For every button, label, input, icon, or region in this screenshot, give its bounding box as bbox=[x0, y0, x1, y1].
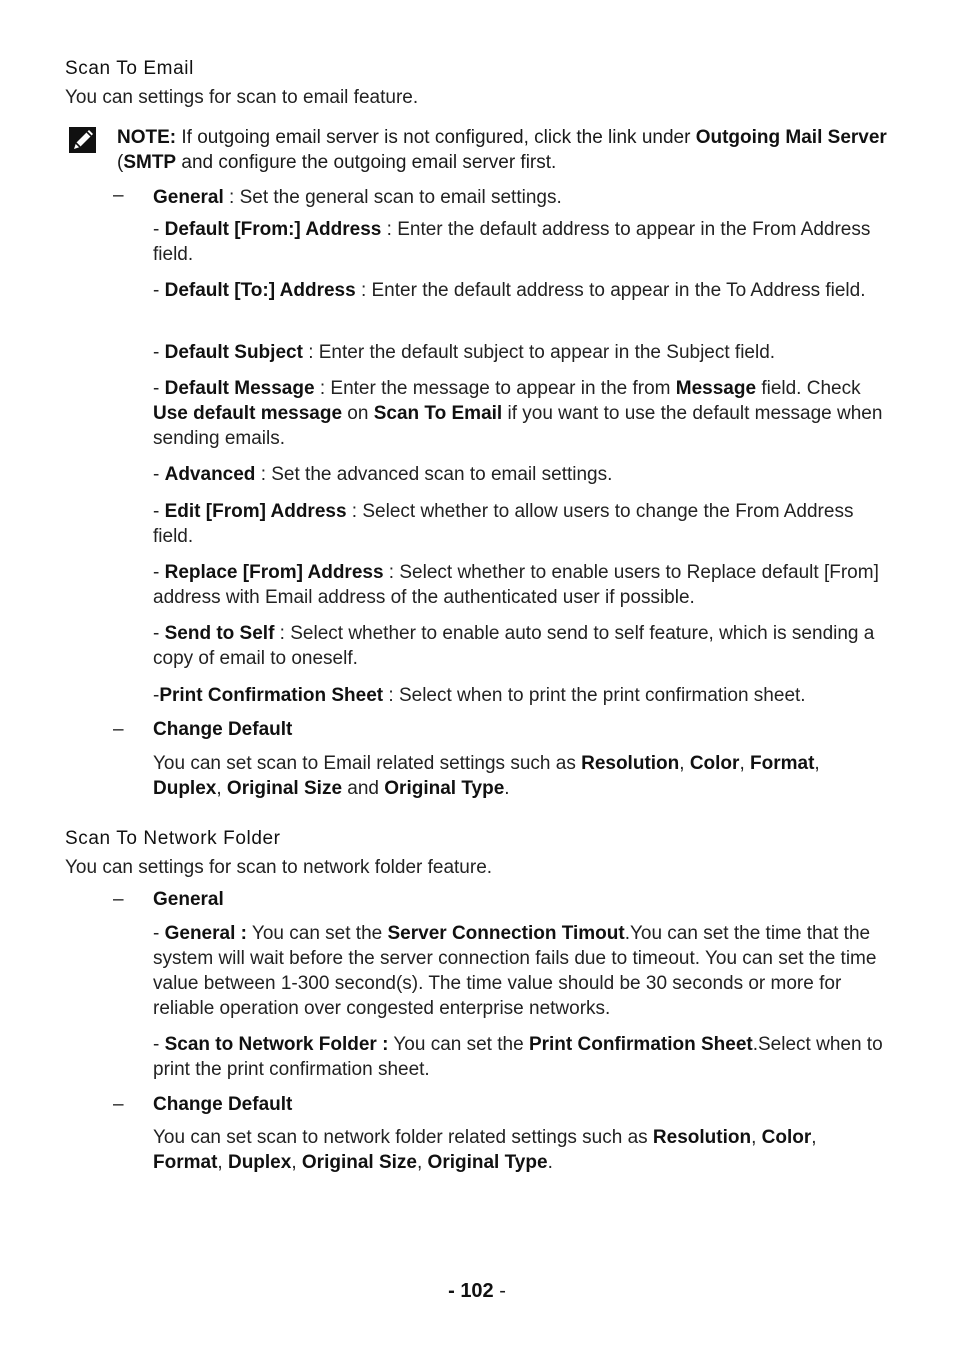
prefix: - bbox=[153, 623, 165, 644]
advanced-text: : Set the advanced scan to email settings. bbox=[255, 464, 613, 485]
text-part: You can set the bbox=[246, 923, 388, 944]
replace-from-address-text: : Select whether to enable users to Replace default [From] address with Email address of the authenticated user if possible. bbox=[153, 562, 879, 608]
color-term: Color bbox=[689, 753, 740, 774]
scan-to-network-folder-label: Scan to Network Folder : bbox=[164, 1034, 389, 1055]
separator: , bbox=[216, 778, 227, 799]
note-text-part: and configure the outgoing email server first. bbox=[176, 152, 557, 173]
text-part: : Enter the message to appear in the from bbox=[314, 378, 676, 399]
print-confirmation-sheet-label: Print Confirmation Sheet bbox=[159, 685, 384, 706]
prefix: - bbox=[153, 219, 165, 240]
separator: , bbox=[679, 753, 690, 774]
separator: , bbox=[416, 1152, 428, 1173]
list-dash: – bbox=[113, 1094, 124, 1115]
separator: . bbox=[504, 778, 510, 799]
prefix: - bbox=[153, 280, 165, 301]
default-message-label: Default Message bbox=[164, 378, 315, 399]
default-to-address-para bbox=[153, 278, 888, 303]
default-from-address-para bbox=[153, 217, 888, 267]
general-item bbox=[153, 185, 888, 210]
separator: , bbox=[739, 753, 750, 774]
use-default-message-term: Use default message bbox=[153, 403, 343, 424]
page-number-prefix: - bbox=[448, 1280, 461, 1302]
default-from-address-text: : Enter the default address to appear in the From Address field. bbox=[153, 219, 871, 265]
default-message-para bbox=[153, 376, 888, 451]
page-number-suffix: - bbox=[493, 1280, 506, 1302]
separator: , bbox=[814, 753, 820, 774]
section-intro-scan-to-network-folder: You can settings for scan to network folder feature. bbox=[65, 857, 493, 878]
text-part: field. Check bbox=[756, 378, 861, 399]
text-part: You can set scan to Email related settings such as bbox=[153, 753, 582, 774]
change-default-title: Change Default bbox=[153, 719, 293, 740]
prefix: - bbox=[153, 342, 165, 363]
prefix: - bbox=[153, 378, 165, 399]
print-confirmation-sheet-para bbox=[153, 683, 913, 708]
edit-from-address-label: Edit [From] Address bbox=[164, 501, 347, 522]
server-connection-timeout-term: Server Connection Timout bbox=[387, 923, 625, 944]
note-smtp: SMTP bbox=[123, 152, 177, 173]
page-number-value: 102 bbox=[460, 1280, 494, 1302]
page-number bbox=[0, 1280, 954, 1303]
list-dash: – bbox=[113, 889, 124, 910]
network-change-default-title: Change Default bbox=[153, 1094, 293, 1115]
network-change-default-para bbox=[153, 1125, 888, 1175]
send-to-self-para bbox=[153, 621, 888, 671]
text-part: .You can set the time that the system will wait before the server connection fails due to timeout. You can set the time value between 1-300 second(s). The time value should be 30 seconds or more for reliable operation over congested enterprise networks. bbox=[153, 923, 877, 1019]
text-part: You can set the bbox=[388, 1034, 529, 1055]
change-default-para bbox=[153, 751, 888, 801]
general-title: General bbox=[153, 187, 224, 208]
scan-to-email-term: Scan To Email bbox=[373, 403, 503, 424]
default-to-address-text: : Enter the default address to appear in the To Address field. bbox=[355, 280, 866, 301]
resolution-term: Resolution bbox=[581, 753, 680, 774]
note-label: NOTE: bbox=[117, 127, 177, 148]
default-subject-label: Default Subject bbox=[164, 342, 303, 363]
prefix: - bbox=[153, 562, 165, 583]
general-label: General : bbox=[164, 923, 247, 944]
edit-from-address-text: : Select whether to allow users to change the From Address field. bbox=[153, 501, 854, 547]
duplex-term: Duplex bbox=[227, 1152, 292, 1173]
print-confirmation-sheet-text: : Select when to print the print confirmation sheet. bbox=[383, 685, 806, 706]
text-part: You can set scan to network folder related settings such as bbox=[153, 1127, 653, 1148]
list-dash: – bbox=[113, 719, 124, 740]
separator: , bbox=[291, 1152, 302, 1173]
list-dash: – bbox=[113, 185, 124, 206]
original-type-term: Original Type bbox=[384, 778, 505, 799]
separator: . bbox=[547, 1152, 553, 1173]
note-text bbox=[117, 125, 897, 175]
default-subject-para bbox=[153, 340, 888, 365]
advanced-label: Advanced bbox=[164, 464, 256, 485]
replace-from-address-label: Replace [From] Address bbox=[164, 562, 384, 583]
resolution-term: Resolution bbox=[652, 1127, 752, 1148]
section-intro-scan-to-email: You can settings for scan to email feature. bbox=[65, 87, 419, 108]
format-term: Format bbox=[153, 1152, 218, 1173]
original-type-term: Original Type bbox=[427, 1152, 548, 1173]
note-text-part: If outgoing email server is not configured, click the link under bbox=[176, 127, 696, 148]
separator: and bbox=[342, 778, 385, 799]
note-text-part: ( bbox=[117, 152, 124, 173]
scan-to-network-folder-para bbox=[153, 1032, 888, 1082]
default-from-address-label: Default [From:] Address bbox=[164, 219, 382, 240]
separator: , bbox=[751, 1127, 762, 1148]
original-size-term: Original Size bbox=[301, 1152, 417, 1173]
color-term: Color bbox=[761, 1127, 812, 1148]
prefix: - bbox=[153, 685, 160, 706]
prefix: - bbox=[153, 1034, 165, 1055]
format-term: Format bbox=[750, 753, 815, 774]
text-part: if you want to use the default message when sending emails. bbox=[153, 403, 883, 449]
default-subject-text: : Enter the default subject to appear in the Subject field. bbox=[302, 342, 776, 363]
prefix: - bbox=[153, 464, 165, 485]
general-desc: : Set the general scan to email settings. bbox=[223, 187, 562, 208]
original-size-term: Original Size bbox=[226, 778, 343, 799]
text-part: .Select when to print the print confirmation sheet. bbox=[153, 1034, 883, 1080]
print-confirmation-sheet-term: Print Confirmation Sheet bbox=[528, 1034, 753, 1055]
advanced-para bbox=[153, 462, 888, 487]
network-general-title: General bbox=[153, 889, 224, 910]
replace-from-address-para bbox=[153, 560, 888, 610]
prefix: - bbox=[153, 501, 165, 522]
separator: , bbox=[217, 1152, 228, 1173]
separator: , bbox=[811, 1127, 817, 1148]
section-heading-scan-to-email: Scan To Email bbox=[65, 58, 194, 79]
default-to-address-label: Default [To:] Address bbox=[164, 280, 356, 301]
send-to-self-label: Send to Self bbox=[164, 623, 275, 644]
send-to-self-text: : Select whether to enable auto send to self feature, which is sending a copy of email to oneself. bbox=[153, 623, 875, 669]
note-pencil-icon bbox=[68, 125, 98, 155]
network-general-para bbox=[153, 921, 888, 1021]
note-outgoing-mail-server: Outgoing Mail Server bbox=[695, 127, 887, 148]
text-part: on bbox=[342, 403, 374, 424]
duplex-term: Duplex bbox=[153, 778, 217, 799]
section-heading-scan-to-network-folder: Scan To Network Folder bbox=[65, 828, 281, 849]
message-field-term: Message bbox=[675, 378, 757, 399]
prefix: - bbox=[153, 923, 165, 944]
edit-from-address-para bbox=[153, 499, 888, 549]
